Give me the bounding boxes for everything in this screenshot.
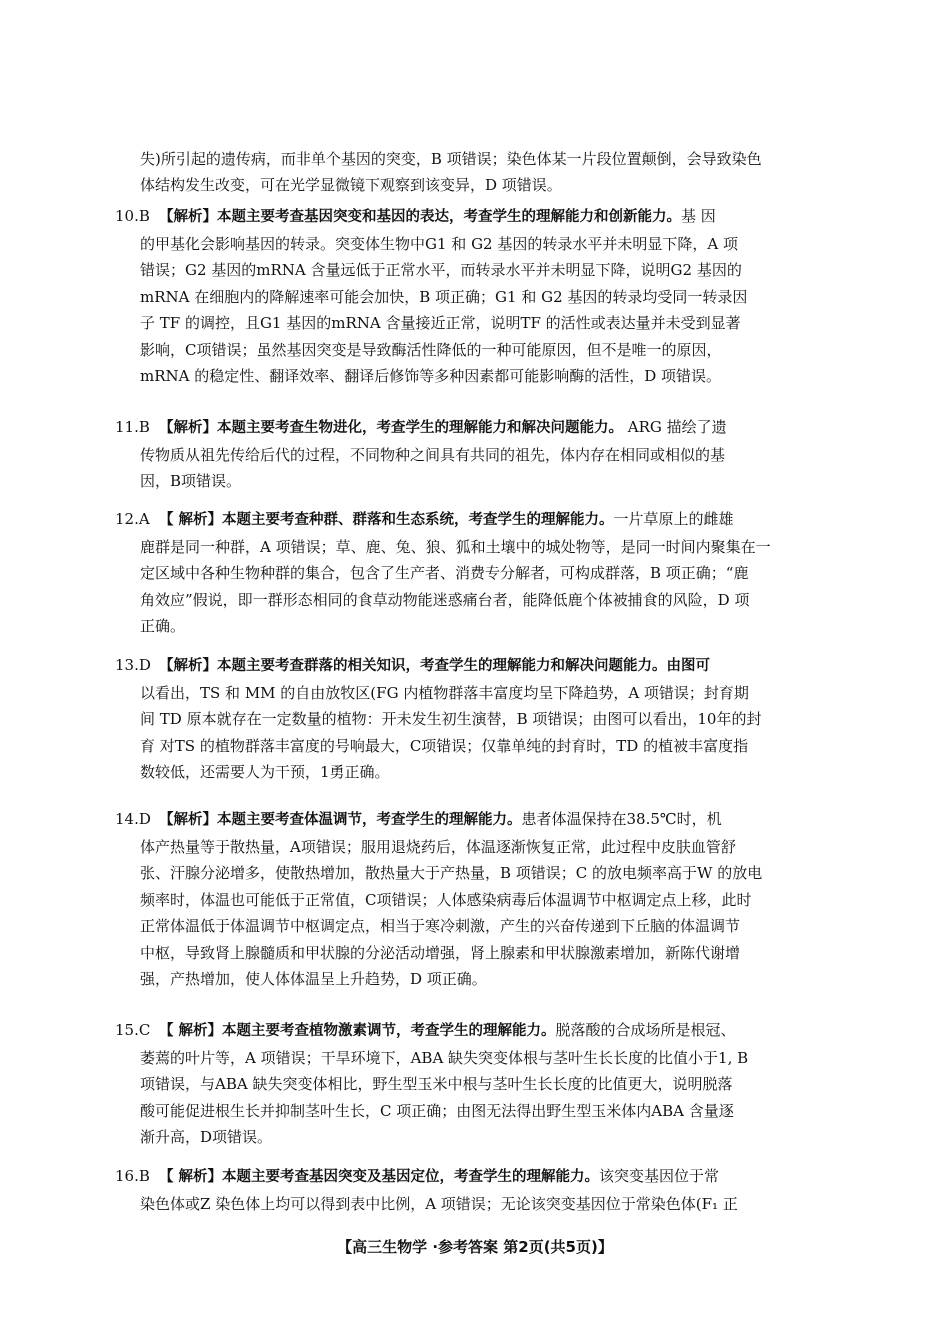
page-footer: 【高三生物学 ·参考答案 第2页(共5页)】 (337, 1238, 613, 1256)
text-line: 正常体温低于体温调节中枢调定点，相当于寒冷刺激，产生的兴奋传递到下丘脑的体温调节 (140, 917, 741, 935)
text-line: 基 因 (681, 207, 716, 225)
text-line: 以看出，TS 和 MM 的自由放牧区(FG 内植物群落丰富度均呈下降趋势，A 项错误；封育期 (140, 683, 749, 702)
explanation-heading: 【 解析】本题主要考查种群、群落和生态系统，考查学生的理解能力。 (159, 512, 614, 528)
answer-number: 13.D (115, 656, 151, 674)
text-line: 渐升高，D项错误。 (140, 1128, 273, 1146)
text-line: 育 对TS 的植物群落丰富度的号响最大，C项错误；仅靠单纯的封育时，TD 的植被丰富度指 (140, 736, 749, 755)
text-line: 该突变基因位于常 (599, 1167, 720, 1185)
answer-item-16 (115, 1163, 856, 1217)
answer-item-11 (115, 414, 856, 495)
explanation-heading: 【解析】本题主要考查群落的相关知识，考查学生的理解能力和解决问题能力。由图可 (159, 658, 710, 674)
text-line: 体结构发生改变，可在光学显微镜下观察到该变异，D 项错误。 (140, 176, 562, 194)
text-line: 染色体或Z 染色体上均可以得到表中比例，A 项错误；无论该突变基因位于常染色体(F₁ 正 (140, 1194, 738, 1213)
explanation-heading: 【 解析】本题主要考查植物激素调节，考查学生的理解能力。 (159, 1023, 556, 1039)
answer-item-15 (115, 1017, 856, 1151)
answer-item-13 (115, 652, 856, 786)
text-line: 影响，C项错误；虽然基因突变是导致酶活性降低的一种可能原因，但不是唯一的原因， (140, 340, 722, 359)
explanation-heading: 【解析】本题主要考查基因突变和基因的表达，考查学生的理解能力和创新能力。 (159, 209, 681, 225)
text-line: 项错误，与ABA 缺失突变体相比，野生型玉米中根与茎叶生长长度的比值更大，说明脱落 (140, 1075, 733, 1093)
text-line: 传物质从祖先传给后代的过程，不同物种之间具有共同的祖先，体内存在相同或相似的基 (140, 445, 726, 464)
text-line: mRNA 在细胞内的降解速率可能会加快，B 项正确；G1 和 G2 基因的转录均受同一转录因 (140, 287, 748, 306)
text-line: 因，B项错误。 (140, 472, 242, 490)
text-line: 鹿群是同一种群，A 项错误；草、鹿、兔、狼、狐和土壤中的城处物等，是同一时间内聚集在一 (140, 537, 771, 556)
text-line: 萎蔫的叶片等，A 项错误；干旱环境下，ABA 缺失突变体根与茎叶生长长度的比值小于1, B (140, 1048, 749, 1067)
text-line: 张、汗腺分泌增多，使散热增加，散热量大于产热量，B 项错误；C 的放电频率高于W 的放电 (140, 864, 763, 882)
continued-paragraph (140, 146, 856, 198)
text-line: 定区域中各种生物种群的集合，包含了生产者、消费专分解者，可构成群落，B 项正确；“鹿 (140, 564, 749, 582)
answer-number: 11.B (115, 418, 150, 436)
text-line: 子 TF 的调控，且G1 基因的mRNA 含量接近正常，说明TF 的活性或表达量并未受到显著 (140, 314, 741, 332)
text-line: 一片草原上的雌雄 (613, 510, 734, 528)
answer-number: 10.B (115, 207, 150, 225)
answer-number: 12.A (115, 510, 150, 528)
text-line: 正确。 (140, 617, 186, 635)
text-line: 失)所引起的遗传病，而非单个基因的突变，B 项错误；染色体某一片段位置颠倒，会导致染色 (140, 150, 762, 168)
explanation-heading: 【 解析】本题主要考查基因突变及基因定位，考查学生的理解能力。 (159, 1169, 600, 1185)
text-line: 脱落酸的合成场所是根冠、 (555, 1021, 736, 1039)
text-line: 频率时，体温也可能低于正常值，C项错误；人体感染病毒后体温调节中枢调定点上移，此时 (140, 890, 752, 909)
answer-item-12 (115, 506, 856, 640)
text-line: 角效应”假说，即一群形态相同的食草动物能迷惑痛台者，能降低鹿个体被捕食的风险，D 项 (140, 590, 750, 609)
explanation-heading: 【解析】本题主要考查生物进化，考查学生的理解能力和解决问题能力。 (159, 420, 623, 436)
text-line: 数较低，还需要人为干预，1勇正确。 (140, 763, 390, 781)
text-line: mRNA 的稳定性、翻译效率、翻译后修饰等多种因素都可能影响酶的活性，D 项错误。 (140, 367, 722, 385)
text-line: 体产热量等于散热量，A项错误；服用退烧药后，体温逐渐恢复正常，此过程中皮肤血管舒 (140, 837, 736, 856)
answer-number: 15.C (115, 1021, 151, 1039)
text-line: 患者体温保持在38.5℃时，机 (521, 810, 722, 828)
text-line: 酸可能促进根生长并抑制茎叶生长，C 项正确；由图无法得出野生型玉米体内ABA 含量逐 (140, 1101, 734, 1120)
text-line: 间 TD 原本就存在一定数量的植物：开未发生初生演替，B 项错误；由图可以看出，10年的封 (140, 710, 762, 728)
text-line: ARG 描绘了遗 (627, 418, 727, 436)
answer-item-14 (115, 806, 856, 993)
text-line: 的甲基化会影响基因的转录。突变体生物中G1 和 G2 基因的转录水平并未明显下降，A 项 (140, 234, 738, 253)
answer-number: 16.B (115, 1167, 150, 1185)
text-line: 中枢，导致肾上腺髓质和甲状腺的分泌活动增强，肾上腺素和甲状腺激素增加，新陈代谢增 (140, 943, 741, 962)
answer-item-10 (115, 203, 856, 390)
answer-number: 14.D (115, 810, 151, 828)
text-line: 强，产热增加，使人体体温呈上升趋势，D 项正确。 (140, 970, 487, 988)
text-line: 错误；G2 基因的mRNA 含量远低于正常水平，而转录水平并未明显下降，说明G2 基因的 (140, 261, 742, 279)
explanation-heading: 【解析】本题主要考查体温调节，考查学生的理解能力。 (159, 812, 522, 828)
